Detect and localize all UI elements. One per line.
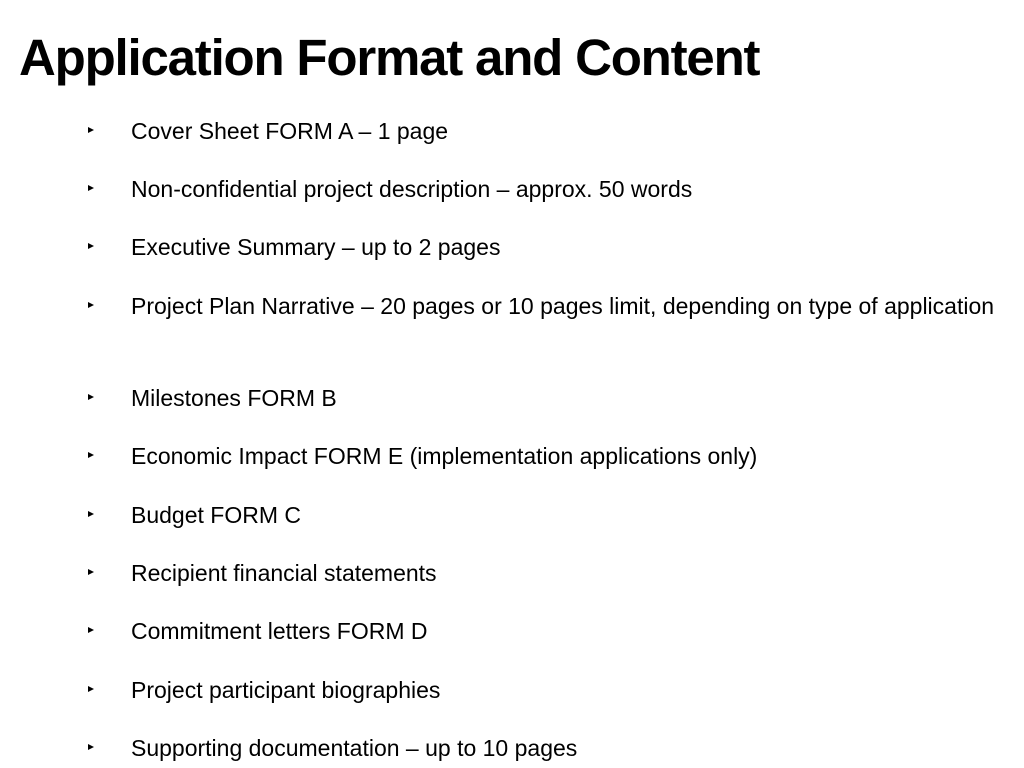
bullet-text: Executive Summary – up to 2 pages — [131, 234, 501, 260]
bullet-text: Supporting documentation – up to 10 pages — [131, 735, 578, 761]
bullet-text: Project Plan Narrative – 20 pages or 10 pages limit, depending on type of application — [131, 293, 995, 319]
triangle-bullet-icon — [88, 243, 94, 249]
bullet-text: Milestones FORM B — [131, 385, 337, 411]
triangle-bullet-icon — [88, 511, 94, 517]
bullet-text: Commitment letters FORM D — [131, 618, 428, 644]
bullet-text: Economic Impact FORM E (implementation applications only) — [131, 443, 758, 469]
triangle-bullet-icon — [88, 302, 94, 308]
triangle-bullet-icon — [88, 627, 94, 633]
triangle-bullet-icon — [88, 569, 94, 575]
bullet-text: Non-confidential project description – approx. 50 words — [131, 176, 693, 202]
bullet-text: Recipient financial statements — [131, 560, 437, 586]
triangle-bullet-icon — [88, 127, 94, 133]
bullet-text: Project participant biographies — [131, 677, 441, 703]
bullet-text: Cover Sheet FORM A – 1 page — [131, 118, 449, 144]
triangle-bullet-icon — [88, 452, 94, 458]
bullet-text: Budget FORM C — [131, 502, 301, 528]
triangle-bullet-icon — [88, 686, 94, 692]
triangle-bullet-icon — [88, 185, 94, 191]
triangle-bullet-icon — [88, 394, 94, 400]
slide-title: Application Format and Content — [19, 29, 760, 86]
triangle-bullet-icon — [88, 744, 94, 750]
